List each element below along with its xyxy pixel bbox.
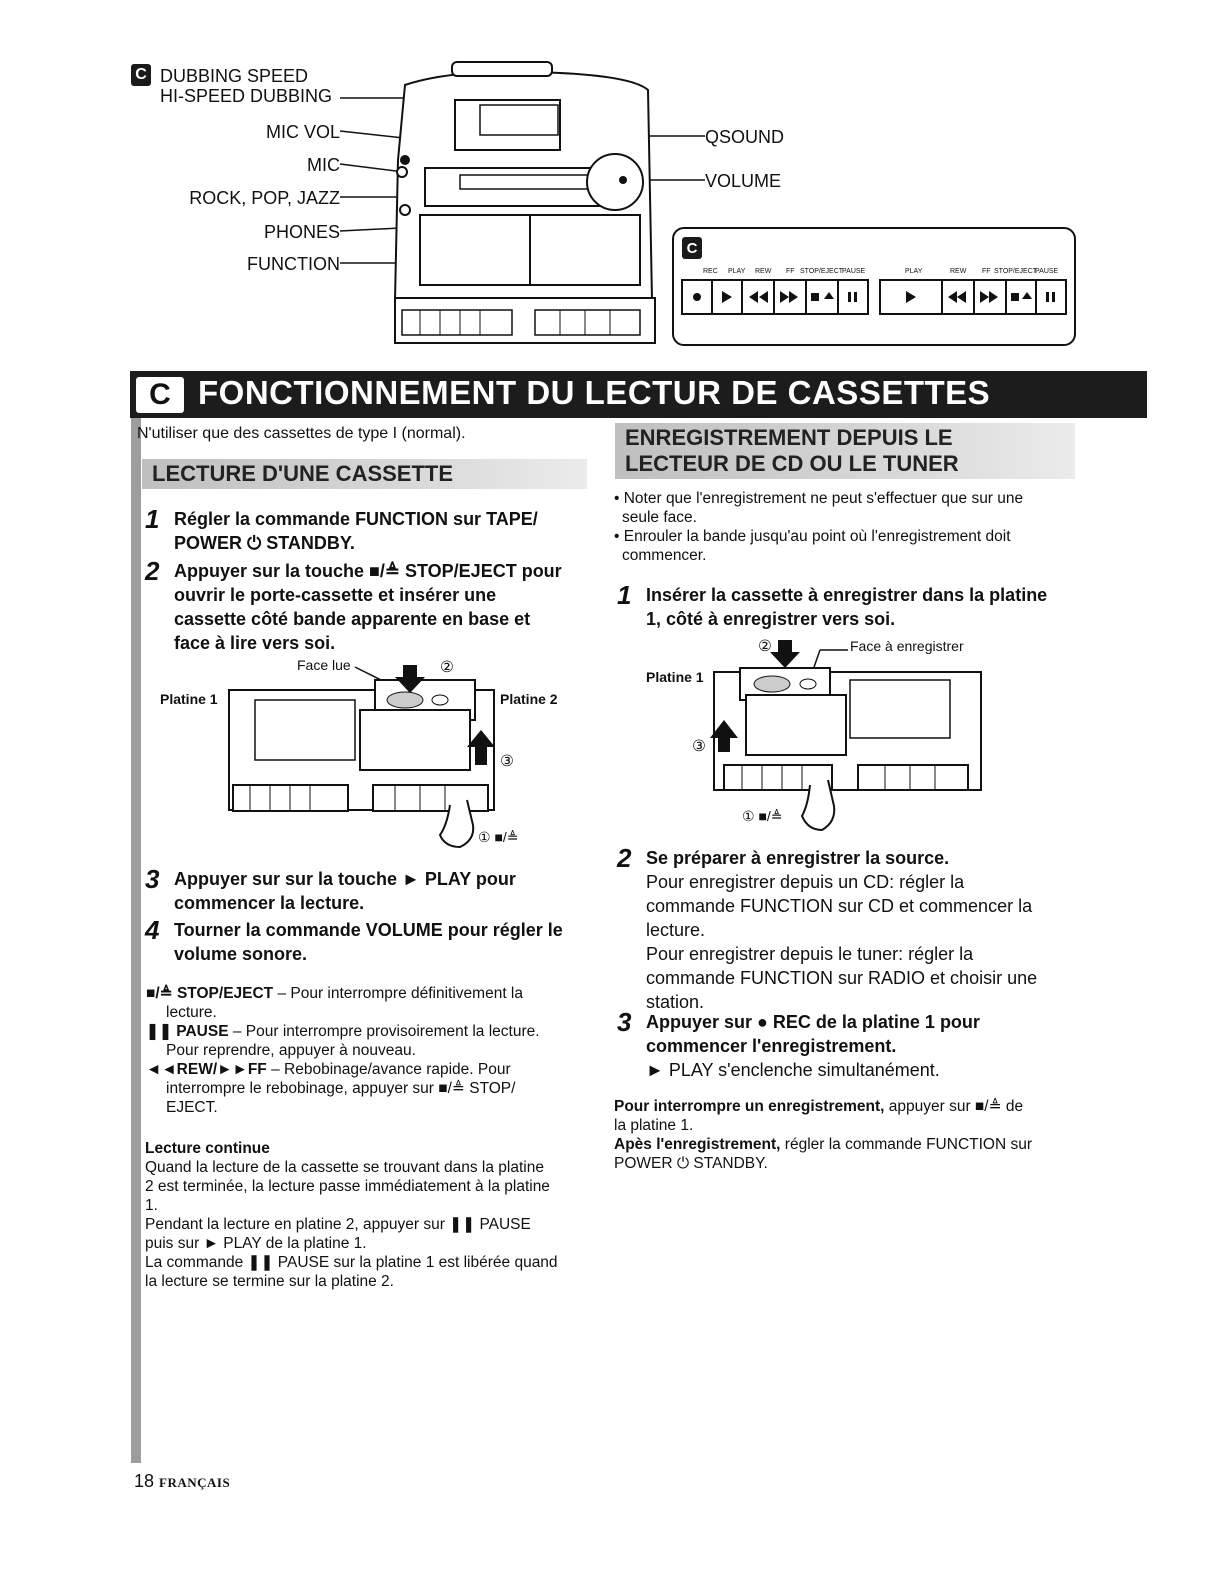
deck1-label-stop-eject: STOP/EJECT	[800, 268, 844, 275]
section-title: FONCTIONNEMENT DU LECTUR DE CASSETTES	[198, 374, 991, 411]
continuous-title: Lecture continue	[145, 1140, 270, 1157]
banner-c-badge: C	[136, 377, 184, 413]
label-mic-vol: MIC VOL	[265, 122, 340, 142]
recording-notes: • Noter que l'enregistrement ne peut s'effectuer que sur une seule face. • Enrouler la bande jusqu'au point où l'enregistrement doit commencer.	[614, 490, 1024, 564]
fig1-callout-3: ③	[500, 753, 514, 770]
page-language: FRANÇAIS	[159, 1475, 231, 1490]
deck2-label-rew: REW	[950, 268, 967, 275]
fig1-callout-2: ②	[440, 659, 454, 676]
note-stop-eject: ■/≜ STOP/EJECT – Pour interrompre définitivement la	[146, 985, 523, 1002]
fig2-callout-2: ②	[758, 638, 772, 655]
stereo-unit-illustration	[330, 60, 710, 350]
pause-icon	[848, 292, 851, 302]
note-rew-ff: ◄◄REW/►►FF – Rebobinage/avance rapide. Pour	[146, 1061, 511, 1078]
step-4-number: 4	[145, 915, 160, 945]
deck2-label-ff: FF	[982, 268, 991, 275]
fig1-deck1-label: Platine 1	[160, 691, 218, 707]
fig1-deck2-label: Platine 2	[500, 691, 558, 707]
step-4-text: Tourner la commande VOLUME pour régler le volume sonore.	[174, 920, 563, 964]
continuous-text: Quand la lecture de la cassette se trouvant dans la platine 2 est terminée, la lecture passe immédiatement à la platine 1. Pendant la lecture en platine 2, appuyer sur ❚❚ PAUSE puis sur ► PLAY de la platine 1. La commande ❚❚ PAUSE sur la platine 1 est libérée quand la lecture se termine sur la platine 2.	[145, 1159, 558, 1290]
page-footer	[134, 1471, 230, 1492]
rec-step-3-number: 3	[617, 1007, 632, 1037]
label-mic: MIC	[307, 155, 340, 175]
deck-insert-figure-right	[710, 640, 985, 835]
rec-step-3-text: Appuyer sur ● REC de la platine 1 pour commencer l'enregistrement. ► PLAY s'enclenche simultanément.	[646, 1012, 980, 1080]
label-dubbing-speed: DUBBING SPEED	[160, 66, 309, 86]
label-qsound: QSOUND	[705, 127, 785, 147]
label-phones: PHONES	[263, 222, 340, 242]
step-1-text: Régler la commande FUNCTION sur TAPE/ POWER ⏻ STANDBY.	[174, 509, 538, 553]
deck1-label-rec: REC	[703, 268, 718, 275]
deck2-label-pause: PAUSE	[1035, 268, 1059, 275]
deck2-label-stop-eject: STOP/EJECT	[994, 268, 1038, 275]
step-3-text: Appuyer sur sur la touche ► PLAY pour commencer la lecture.	[174, 869, 516, 913]
deck1-label-rew: REW	[755, 268, 772, 275]
deck2-label-play: PLAY	[905, 268, 923, 275]
fig2-callout-1: ① ■/≜	[742, 808, 783, 824]
heading-lecture: LECTURE D'UNE CASSETTE	[142, 459, 587, 489]
step-2-text: Appuyer sur la touche ■/≜ STOP/EJECT pour ouvrir le porte-cassette et insérer une cassette côté bande apparente en base et face à lire vers soi.	[174, 561, 562, 653]
fig2-deck1-label: Platine 1	[646, 669, 704, 685]
step-2-number: 2	[145, 556, 160, 586]
fig1-face-label: Face lue	[297, 657, 351, 673]
notes-list: ■/≜ STOP/EJECT – Pour interrompre définitivement la lecture. ❚❚ PAUSE – Pour interrompre provisoirement la lecture. Pour reprendre, appuyer à nouveau. ◄◄REW/►►FF – Rebobinage/avance rapide. Pour interrompre le rebobinage, appuyer sur ■/≜ STOP/ EJECT.	[146, 984, 586, 1117]
stop-icon	[811, 293, 819, 301]
intro-text: N'utiliser que des cassettes de type I (normal).	[137, 425, 466, 442]
deck1-label-ff: FF	[786, 268, 795, 275]
label-volume: VOLUME	[705, 171, 782, 191]
page-number: 18	[134, 1471, 155, 1491]
deck-insert-figure-left	[225, 665, 500, 850]
deck1-label-pause: PAUSE	[842, 268, 866, 275]
note-pause: ❚❚ PAUSE – Pour interrompre provisoirement la lecture.	[146, 1023, 540, 1040]
label-rock-pop-jazz: ROCK, POP, JAZZ	[189, 188, 340, 208]
left-margin-bar	[131, 418, 141, 1463]
rec-step-2-text: Se préparer à enregistrer la source. Pour enregistrer depuis un CD: régler la commande FUNCTION sur CD et commencer la lecture. Pour enregistrer depuis le tuner: régler la commande FUNCTION sur RADIO et choisir une station.	[646, 848, 1038, 1012]
section-c-badge: C	[131, 64, 151, 86]
fig2-face-label: Face à enregistrer	[850, 638, 964, 654]
step-1-number: 1	[145, 504, 160, 534]
heading-enregistrement: ENREGISTREMENT DEPUIS LE LECTEUR DE CD OU LE TUNER	[615, 423, 1075, 479]
down-arrow-icon	[770, 640, 800, 668]
deck1-label-play: PLAY	[728, 268, 746, 275]
fig2-callout-3: ③	[692, 738, 706, 755]
inset-c-badge: C	[682, 237, 702, 259]
rec-step-1-number: 1	[617, 580, 632, 610]
rec-step-2-number: 2	[617, 843, 632, 873]
step-3-number: 3	[145, 864, 160, 894]
rec-icon	[693, 293, 701, 301]
label-hi-speed-dubbing: HI-SPEED DUBBING	[160, 86, 333, 106]
fig1-callout-1: ① ■/≜	[478, 829, 519, 845]
transport-buttons	[680, 278, 1070, 318]
label-function: FUNCTION	[247, 254, 340, 274]
rec-step-1-text: Insérer la cassette à enregistrer dans la platine 1, côté à enregistrer vers soi.	[646, 585, 1048, 629]
recording-footer-notes: Pour interrompre un enregistrement, appuyer sur ■/≜ de la platine 1. Apès l'enregistrement, régler la commande FUNCTION sur POWER ⏻ STANDBY.	[614, 1098, 1033, 1172]
